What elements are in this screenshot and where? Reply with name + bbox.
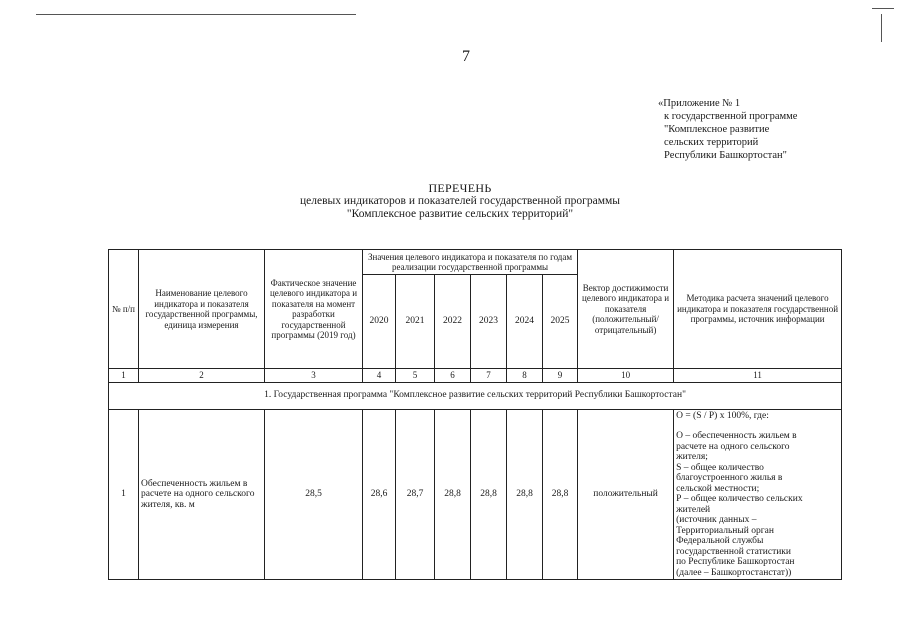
cell-no: 1 (109, 409, 139, 580)
column-number: 7 (471, 369, 507, 383)
scan-mark-top-right (872, 8, 894, 9)
method-line: благоустроенного жилья в (676, 473, 783, 483)
column-number: 8 (507, 369, 543, 383)
method-line: жителя; (676, 452, 708, 462)
column-number: 6 (435, 369, 471, 383)
page-number: 7 (462, 48, 470, 65)
section-title: 1. Государственная программа "Комплексное развитие сельских территорий Республики Башкортостан" (109, 382, 842, 409)
header-year: 2020 (363, 275, 396, 369)
method-line: Федеральной службы (676, 536, 764, 546)
column-number: 1 (109, 369, 139, 383)
cell-vector: положительный (578, 409, 674, 580)
header-year: 2024 (507, 275, 543, 369)
method-line: по Республике Башкортостан (676, 557, 795, 567)
header-values-group: Значения целевого индикатора и показателя по годам реализации государственной программы (363, 250, 578, 275)
header-method: Методика расчета значений целевого индикатора и показателя государственной программы, источник информации (674, 250, 842, 369)
method-formula: О = (S / P) х 100%, где: (676, 410, 769, 421)
column-number-row (109, 369, 842, 383)
appendix-line: Республики Башкортостан" (664, 150, 787, 161)
cell-actual: 28,5 (265, 409, 363, 580)
method-line: (далее – Башкортостанстат)) (676, 567, 792, 578)
title-line: целевых индикаторов и показателей государственной программы (300, 195, 620, 207)
appendix-block (658, 97, 797, 162)
header-actual: Фактическое значение целевого индикатора и показателя на момент разработки государственной программы (2019 год) (265, 250, 363, 369)
header-year: 2023 (471, 275, 507, 369)
scan-mark-right (881, 14, 882, 42)
method-line: Р – общее количество сельских (676, 494, 803, 504)
cell-value: 28,8 (435, 409, 471, 580)
method-line: жителей (676, 504, 711, 515)
method-line: государственной статистики (676, 546, 792, 557)
appendix-line: "Комплексное развитие (664, 124, 770, 135)
header-row (109, 250, 842, 275)
method-line: расчете на одного сельского (676, 441, 790, 452)
cell-value: 28,8 (543, 409, 578, 580)
column-number: 2 (139, 369, 265, 383)
column-number: 3 (265, 369, 363, 383)
method-line: Территориальный орган (676, 525, 774, 536)
method-line: (источник данных – (676, 515, 757, 525)
cell-name: Обеспеченность жильем в расчете на одного сельского жителя, кв. м (139, 409, 265, 580)
header-vector: Вектор достижимости целевого индикатора и показателя (положительный/ отрицательный) (578, 250, 674, 369)
title-line: "Комплексное развитие сельских территорий" (346, 208, 574, 220)
header-year: 2025 (543, 275, 578, 369)
method-line: S – общее количество (676, 462, 764, 473)
section-row (109, 382, 842, 409)
method-line: сельской местности; (676, 483, 760, 494)
scan-mark-top-left (36, 14, 356, 15)
header-no: № п/п (109, 250, 139, 369)
column-number: 9 (543, 369, 578, 383)
cell-value: 28,8 (471, 409, 507, 580)
appendix-line: «Приложение № 1 (658, 98, 741, 109)
cell-value: 28,6 (363, 409, 396, 580)
document-title (230, 182, 690, 221)
method-line: О – обеспеченность жильем в (676, 431, 797, 441)
column-number: 10 (578, 369, 674, 383)
title-line: ПЕРЕЧЕНЬ (428, 181, 492, 195)
column-number: 4 (363, 369, 396, 383)
header-name: Наименование целевого индикатора и показателя государственной программы, единица измерения (139, 250, 265, 369)
cell-value: 28,8 (507, 409, 543, 580)
header-year: 2021 (396, 275, 435, 369)
cell-method (674, 409, 842, 580)
table-row (109, 409, 842, 580)
column-number: 5 (396, 369, 435, 383)
cell-value: 28,7 (396, 409, 435, 580)
column-number: 11 (674, 369, 842, 383)
indicators-table (108, 249, 842, 580)
header-year: 2022 (435, 275, 471, 369)
appendix-line: сельских территорий (664, 137, 759, 148)
appendix-line: к государственной программе (664, 111, 798, 122)
